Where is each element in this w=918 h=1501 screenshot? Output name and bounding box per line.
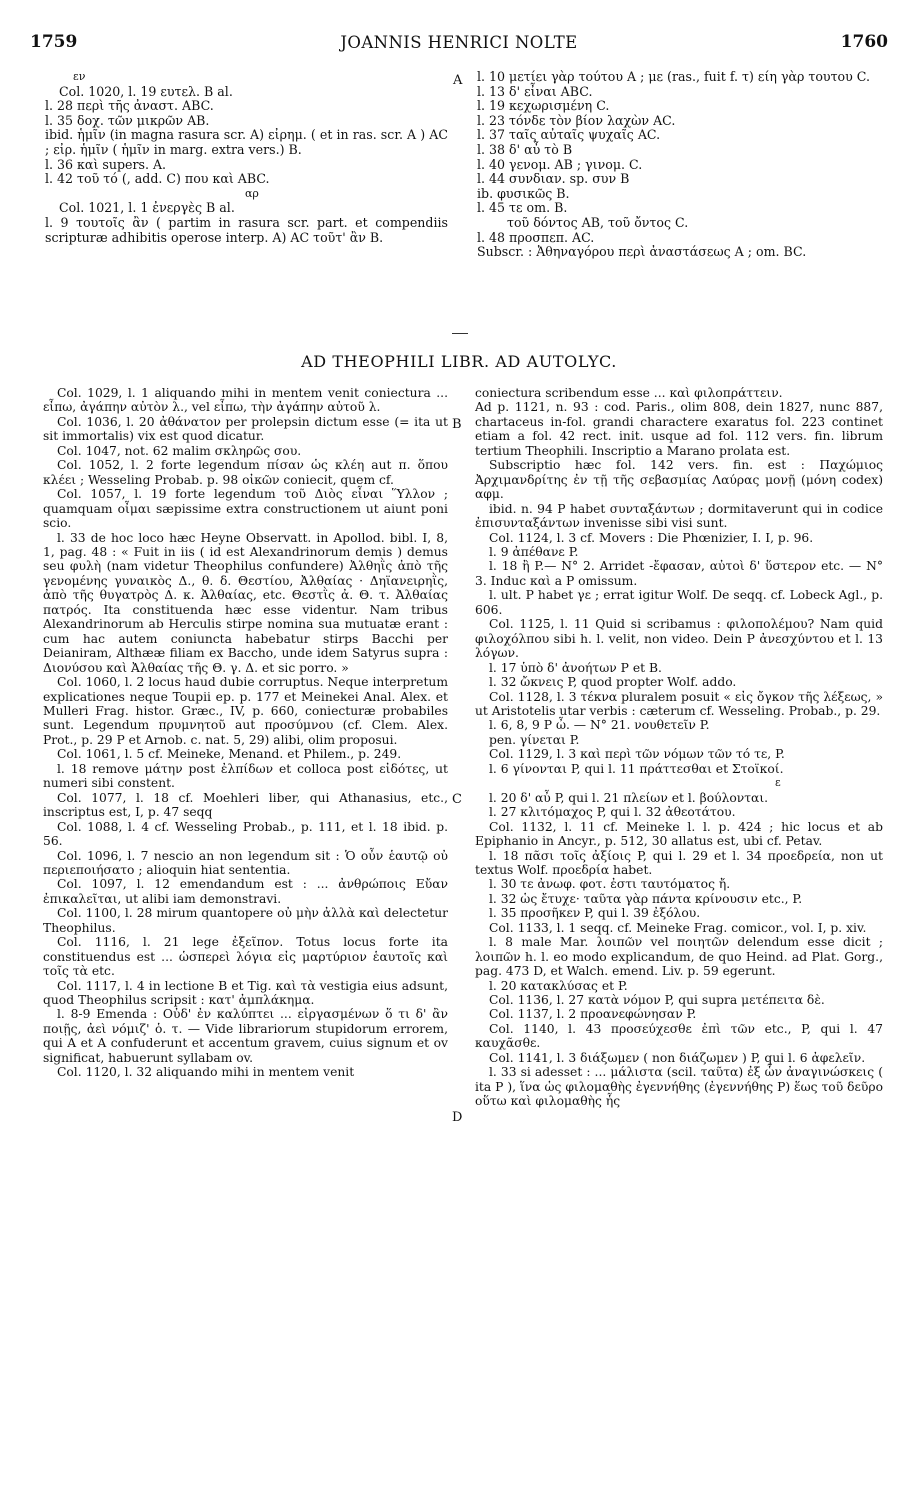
page-number-right: 1760: [840, 32, 888, 52]
note-paragraph: Col. 1137, l. 2 προανεφώνησαν P.: [489, 1007, 697, 1022]
note-paragraph: ε: [775, 776, 781, 790]
note-paragraph: l. 18 πᾶσι τοῖς ἀξίοις P, qui l. 29 et l. 34 προεδρεία, non ut textus Wolf. προεδρία habet.: [475, 848, 883, 877]
note-paragraph: l. 18 remove μάτην post ἐλπίδων et colloca post εἰδότες, ut numeri sibi constent.: [43, 761, 448, 791]
right-column: [475, 386, 883, 1109]
note-paragraph: l. 33 si adesset : ... μάλιστα (scil. ταῦτα) ἐξ ὧν ἀναγινώσκεις ( ita P ), ἵνα ὡς φιλομαθὴς ἐγεννήθης (ἐγεννήθης P) ἕως τοῦ δεῦρο οὕτω καὶ φιλομαθὴς ἧς: [475, 1065, 883, 1109]
apparatus-line: l. 37 ταῖς αὐταῖς ψυχαῖς AC.: [477, 127, 661, 143]
apparatus-line: l. 9 τουτοῖς ἂν ( partim in rasura scr. part. et compendiis scripturæ adhibitis operose interp. A) AC τοῦτ' ἂν B.: [45, 214, 448, 245]
note-paragraph: l. 6 γίνονται P, qui l. 11 πράττεσθαι et Στοϊκοί.: [489, 761, 784, 776]
apparatus-line: εν: [73, 70, 86, 83]
apparatus-line: l. 10 μετίει γὰρ τούτου A ; με (ras., fuit f. τ) είη γὰρ τουτου C.: [477, 69, 870, 84]
apparatus-line: ib. φυσικῶς B.: [477, 185, 570, 201]
note-paragraph: Col. 1133, l. 1 seqq. cf. Meineke Frag. comicor., vol. I, p. xiv.: [489, 920, 867, 935]
apparatus-line: τοῦ δόντος AB, τοῦ ὄντος C.: [507, 214, 689, 230]
apparatus-line: αρ: [245, 186, 259, 200]
page-number-left: 1759: [30, 32, 78, 52]
running-head: [0, 32, 918, 56]
section-divider: [452, 333, 468, 334]
note-paragraph: Col. 1100, l. 28 mirum quantopere οὐ μὴν ἀλλὰ καὶ delectetur Theophilus.: [43, 906, 448, 935]
note-paragraph: l. 20 δ' αὖ P, qui l. 21 πλείων et l. βούλονται.: [489, 790, 769, 805]
note-paragraph: Col. 1128, l. 3 τέκνα pluralem posuit « εἰς ὄγκον τῆς λέξεως, » ut Aristotelis utar verbis : cæterum cf. Wesseling. Probab., p. 29.: [475, 689, 883, 718]
note-paragraph: Col. 1124, l. 3 cf. Movers : Die Phœnizier, I. I, p. 96.: [489, 530, 814, 545]
top-right-apparatus: [477, 70, 883, 260]
note-paragraph: Col. 1141, l. 3 διάξωμεν ( non διάζωμεν ) P, qui l. 6 ἀφελεῖν.: [489, 1050, 866, 1065]
note-paragraph: Col. 1129, l. 3 καὶ περὶ τῶν νόμων τῶν τό τε, P.: [489, 747, 785, 762]
margin-letter-c: C: [452, 792, 462, 807]
note-paragraph: Col. 1120, l. 32 aliquando mihi in mentem venit: [57, 1065, 355, 1080]
margin-letter-d: D: [452, 1110, 463, 1125]
apparatus-line: l. 38 δ' αὖ τὸ B: [477, 141, 573, 157]
note-paragraph: Col. 1096, l. 7 nescio an non legendum sit : Ὁ οὖν ἑαυτῷ οὐ περιεποιήσατο ; alioquin hiat sententia.: [43, 848, 448, 877]
note-paragraph: coniectura scribendum esse ... καὶ φιλοπράττειν.: [475, 386, 783, 400]
top-left-apparatus: [45, 70, 448, 245]
note-paragraph: Col. 1036, l. 20 ἀθάνατον per prolepsin dictum esse (= ita ut sit immortalis) vix est quod dicatur.: [43, 414, 448, 444]
note-paragraph: Subscriptio hæc fol. 142 vers. fin. est : Παχώμιος Ἀρχιμανδρίτης ἐν τῇ τῆς σεβασμίας Λαύρας μονῇ (μόνη codex) αφμ.: [475, 458, 883, 502]
note-paragraph: ibid. n. 94 P habet συνταξάντων ; dormitaverunt qui in codice ἐπισυνταξάντων invenisse sibi visi sunt.: [475, 501, 883, 531]
note-paragraph: l. 27 κλιτόμαχος P, qui l. 32 ἀθεοτάτου.: [489, 805, 736, 820]
note-paragraph: Col. 1052, l. 2 forte legendum πίσαν ὡς κλέη aut π. ὅπου κλέει ; Wesseling Probab. p. 98 οἰκῶν coniecit, quem cf.: [43, 458, 448, 487]
apparatus-line: l. 19 κεχωρισμένη C.: [477, 98, 610, 114]
apparatus-line: l. 36 καὶ supers. A.: [45, 156, 167, 172]
note-paragraph: Col. 1060, l. 2 locus haud dubie corruptus. Neque interpretum explicationes neque Toupii ep. p. 177 et Meinekei Anal. Alex. et Mulleri Frag. histor. Græc., IV, p. 660, coniecturæ probabiles sunt. Legendum πρυμνητοῦ aut προσύμνου (cf. Clem. Alex. Prot., p. 29 P et Arnob. c. nat. 5, 29) alibi, olim proposui.: [43, 675, 448, 747]
note-paragraph: pen. γίνεται P.: [489, 732, 580, 747]
running-title: JOANNIS HENRICI NOLTE: [340, 33, 578, 52]
apparatus-line: l. 23 τόνδε τὸν βίον λαχὼν AC.: [477, 112, 676, 128]
apparatus-line: l. 48 προσπεπ. AC.: [477, 229, 595, 245]
margin-letter-b: B: [452, 417, 462, 432]
apparatus-line: l. 42 τοῦ τό (, add. C) που καὶ ABC.: [45, 171, 270, 187]
margin-letter-a: A: [453, 73, 463, 88]
note-paragraph: l. 9 ἀπέθανε P.: [489, 544, 579, 559]
note-paragraph: l. 32 ὡς ἔτυχε· ταῦτα γὰρ πάντα κρίνουσιν etc., P.: [489, 891, 803, 906]
note-paragraph: Col. 1029, l. 1 aliquando mihi in mentem venit coniectura ... εἶπω, ἀγάπην αὐτὸν λ., vel εἶπω, τὴν ἀγάπην αὐτοῦ λ.: [43, 386, 448, 415]
note-paragraph: Ad p. 1121, n. 93 : cod. Paris., olim 808, dein 1827, nunc 887, chartaceus in-fol. grandi charactere exaratus fol. 223 continet etiam a fol. 42 rect. init. usque ad fol. 112 vers. fin. librum tertium Theophili. Inscriptio a Marano prolata est.: [475, 400, 883, 458]
note-paragraph: Col. 1097, l. 12 emendandum est : ... ἀνθρώποις Εὔαν ἐπικαλεῖται, ut alibi iam demonstravi.: [43, 877, 448, 906]
left-column: [43, 386, 448, 1080]
note-paragraph: Col. 1132, l. 11 cf. Meineke l. l. p. 424 ; hic locus et ab Epiphanio in Ancyr., p. 512, 30 allatus est, ubi cf. Petav.: [475, 819, 883, 849]
apparatus-line: l. 44 συνδιαν. sp. συν B: [477, 171, 630, 187]
note-paragraph: l. 35 προσῆκεν P, qui l. 39 ἐξόλου.: [489, 906, 701, 921]
note-paragraph: Col. 1125, l. 11 Quid si scribamus : φιλοπολέμου? Nam quid φιλοχόλπου sibi h. l. velit, non video. Dein P ἀνεσχύντου et l. 13 λόγων.: [475, 617, 883, 661]
apparatus-line: l. 28 περὶ τῆς ἀναστ. ABC.: [45, 98, 214, 114]
note-paragraph: l. 6, 8, 9 P ὦ. — N° 21. νουθετεῖν P.: [489, 718, 710, 733]
apparatus-line: ibid. ἡμῖν (in magna rasura scr. A) εἰρημ. ( et in ras. scr. A ) AC ; εἰρ. ἡμῖν ( ἡμῖν in marg. extra vers.) B.: [45, 127, 448, 157]
note-paragraph: l. ult. P habet γε ; errat igitur Wolf. De seqq. cf. Lobeck Agl., p. 606.: [475, 588, 883, 617]
note-paragraph: Col. 1047, not. 62 malim σκληρῶς σου.: [57, 443, 302, 458]
apparatus-line: l. 35 δοχ. τῶν μικρῶν AB.: [45, 112, 210, 128]
note-paragraph: l. 8 male Mar. λοιπῶν vel ποιητῶν delendum esse dicit ; λοιπῶν h. l. eo modo explicandum, de quo Heind. ad Plat. Gorg., pag. 473 D, et Walch. emend. Liv. p. 59 egerunt.: [475, 935, 883, 979]
apparatus-line: l. 40 γενομ. AB ; γινομ. C.: [477, 156, 643, 172]
apparatus-line: Col. 1021, l. 1 ἐνεργὲς B al.: [59, 200, 235, 216]
note-paragraph: l. 8-9 Emenda : Οὐδ' ἐν καλύπτει ... εἰργασμένων ὅ τι δ' ἂν ποιῇς, ἀεὶ νόμιζ' ὁ. τ. — Vide librariorum stupidorum errorem, qui A et A confuderunt et accentum gravem, cuius signum et ov significat, habuerunt syllabam ov.: [43, 1007, 448, 1065]
note-paragraph: Col. 1088, l. 4 cf. Wesseling Probab., p. 111, et l. 18 ibid. p. 56.: [43, 819, 448, 849]
note-paragraph: Col. 1077, l. 18 cf. Moehleri liber, qui Athanasius, etc., inscriptus est, I, p. 47 seqq: [43, 790, 448, 820]
note-paragraph: Col. 1061, l. 5 cf. Meineke, Menand. et Philem., p. 249.: [57, 747, 402, 762]
note-paragraph: l. 17 ὑπὸ δ' ἀνοήτων P et B.: [489, 660, 662, 675]
note-paragraph: l. 32 ὤκνεις P, quod propter Wolf. addo.: [489, 675, 737, 690]
apparatus-line: l. 13 δ' εἶναι ABC.: [477, 83, 593, 99]
note-paragraph: Col. 1116, l. 21 lege ἐξεῖπον. Totus locus forte ita constituendus est ... ὡσπερεὶ λόγια εἰς μαρτύριον ἑαυτοῖς καὶ τοῖς τὰ etc.: [43, 935, 448, 979]
section-title: AD THEOPHILI LIBR. AD AUTOLYC.: [301, 352, 617, 371]
note-paragraph: l. 33 de hoc loco hæc Heyne Observatt. in Apollod. bibl. I, 8, 1, pag. 48 : « Fuit in iis ( id est Alexandrinorum demis ) demus seu φυλὴ (nam videtur Theophilus confundere) Ἀλθηῒς ἀπὸ τῆς γενομένης γυναικὸς Δ., θ. δ. Θεστίου, Ἀλθαίας · Δηϊανειρηῒς, ἀπὸ τῆς θυγατρὸς Δ. κ. Ἀλθαίας, etc. Θεστῒς ἀ. Θ. τ. Ἀλθαίας πατρός. Ita constituenda hæc esse videntur. Nam tribus Alexandrinorum ab Herculis stirpe nomina sua mutuatæ erant : cum hac autem coniuncta habebatur stirps Bacchi per Deianiram, Althææ filiam ex Baccho, unde idem Satyrus supra : Διονύσου καὶ Ἀλθαίας τῆς Θ. γ. Δ. et sic porro. »: [43, 530, 448, 675]
note-paragraph: Col. 1057, l. 19 forte legendum τοῦ Διὸς εἶναι Ὕλλον ; quamquam οἶμαι sæpissime extra constructionem ut aiunt poni scio.: [43, 487, 448, 531]
note-paragraph: l. 30 τε ἀνωφ. φοτ. ἐστι ταυτόματος ἤ.: [489, 877, 731, 892]
apparatus-line: Col. 1020, l. 19 ευτελ. B al.: [59, 83, 233, 99]
note-paragraph: Col. 1140, l. 43 προσεύχεσθε ἐπὶ τῶν etc., P, qui l. 47 καυχᾶσθε.: [475, 1021, 883, 1051]
note-paragraph: Col. 1136, l. 27 κατὰ νόμον P, qui supra μετέπειτα δὲ.: [489, 993, 825, 1008]
note-paragraph: l. 20 κατακλύσας et P.: [489, 978, 628, 993]
note-paragraph: l. 18 ἢ P.— N° 2. Arridet -ἔφασαν, αὐτοὶ δ' ὕστερον etc. — N° 3. Induc καὶ a P omissum.: [475, 559, 883, 588]
apparatus-line: Subscr. : Ἀθηναγόρου περὶ ἀναστάσεως A ; om. BC.: [477, 244, 807, 260]
note-paragraph: Col. 1117, l. 4 in lectione B et Tig. καὶ τὰ vestigia eius adsunt, quod Theophilus scripsit : κατ' ἀμπλάκημα.: [43, 978, 448, 1008]
apparatus-line: l. 45 τε om. B.: [477, 200, 568, 216]
